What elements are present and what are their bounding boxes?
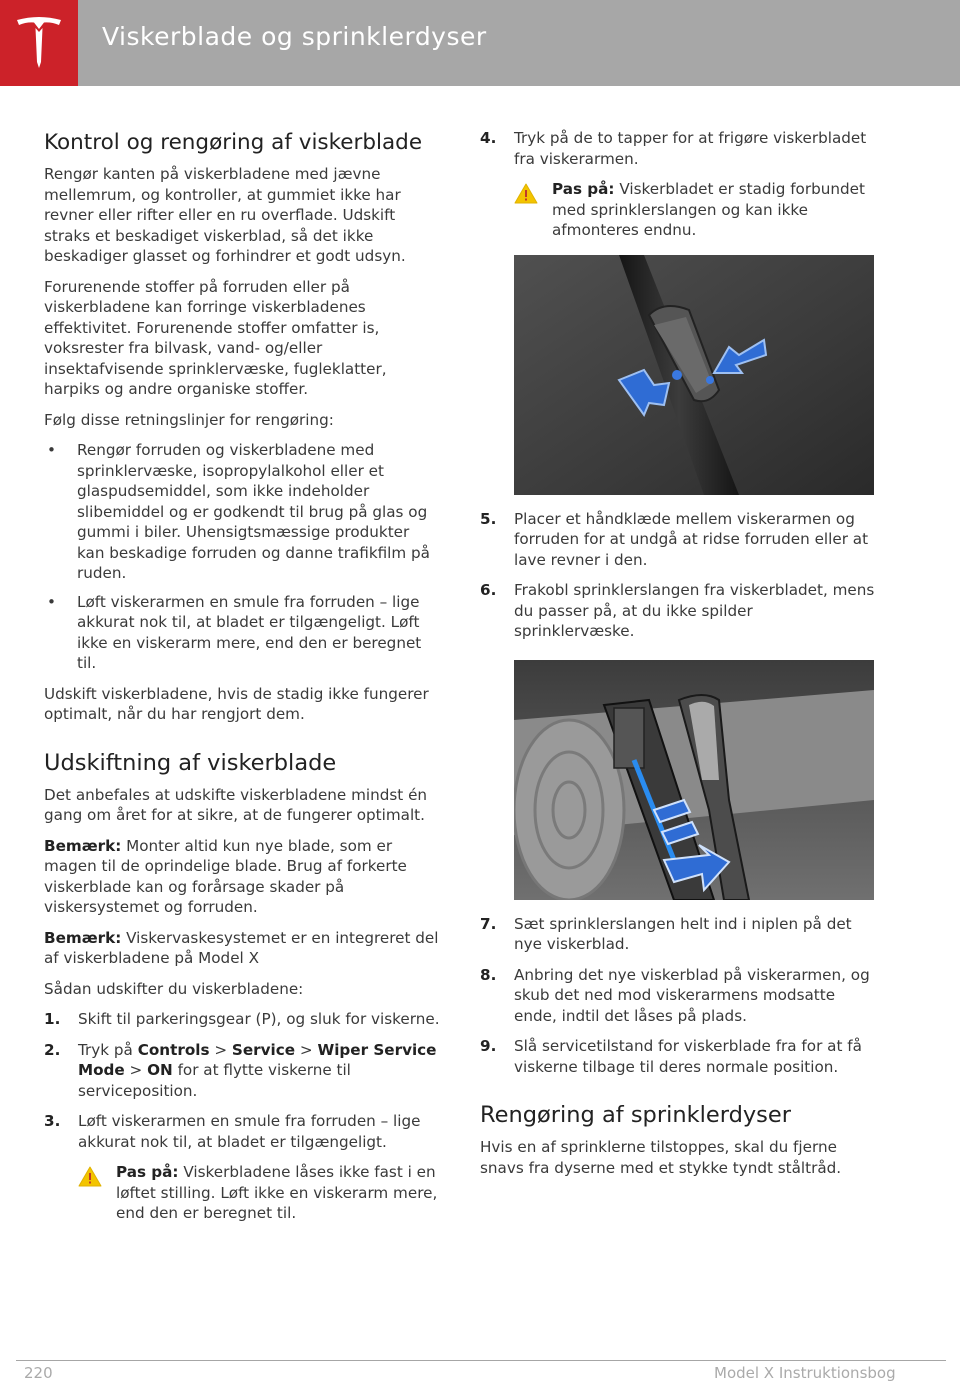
wiper-tabs-image <box>514 255 874 495</box>
step-text: Slå servicetilstand for viskerblade fra for at få viskerne tilbage til deres normale position. <box>514 1037 862 1076</box>
tesla-logo-icon <box>14 16 64 70</box>
step-number: 1. <box>44 1010 61 1028</box>
step-text: Løft viskerarmen en smule fra forruden – lige akkurat nok til, at bladet er tilgængeligt. <box>78 1112 421 1151</box>
step-4 <box>480 128 876 169</box>
note-text: Viskervaskesystemet er en integreret del af viskerbladene på Model X <box>44 928 439 967</box>
step-5 <box>480 509 876 571</box>
step-6 <box>480 580 876 642</box>
section-heading-udskiftning: Udskiftning af viskerblade <box>44 749 337 776</box>
note-text: Monter altid kun nye blade, som er magen til de oprindelige blade. Brug af forkerte viskerblade kan og forårsage skader på viskersystemet og forruden. <box>44 836 407 916</box>
step-text: Sæt sprinklerslangen helt ind i niplen på det nye viskerblad. <box>514 914 852 953</box>
step-number: 2. <box>44 1040 61 1059</box>
step-3 <box>44 1111 440 1152</box>
paragraph: Rengør kanten på viskerbladene med jævne mellemrum, og kontroller, at gummiet ikke har revner eller rifter eller en ru overflade. Udskift straks et beskadiget viskerblad, så det ikke beskadiger glasset og forhindrer et godt udsyn. <box>44 165 406 265</box>
caution-text: Viskerbladene låses ikke fast i en løftet stilling. Løft ikke en viskerarm mere, end den er beregnet til. <box>116 1163 438 1222</box>
paragraph: Følg disse retningslinjer for rengøring: <box>44 410 334 429</box>
path-separator: > <box>295 1040 318 1059</box>
step-text: Skift til parkeringsgear (P), og sluk for viskerne. <box>78 1010 440 1028</box>
right-column <box>480 128 876 1188</box>
path-separator: > <box>124 1061 148 1079</box>
step-number: 7. <box>480 914 497 933</box>
path-separator: > <box>209 1040 232 1059</box>
caution-text: Viskerbladet er stadig forbundet med sprinklerslangen og kan ikke afmonteres endnu. <box>552 180 865 239</box>
bullet: • <box>47 592 56 611</box>
list-item <box>44 440 440 584</box>
paragraph: Forurenende stoffer på forruden eller på viskerbladene kan forringe viskerbladenes effektivitet. Forurenende stoffer omfatter is, voksrester fra bilvask, vand- og/eller insektafvisende sprinklervæske, fugleklatter, harpiks og andre organiske stoffer. <box>44 277 387 398</box>
hose-disconnect-illustration <box>514 660 874 900</box>
step-text: Tryk på de to tapper for at frigøre viskerbladet fra viskerarmen. <box>514 129 867 168</box>
brand-logo <box>0 0 78 86</box>
list-item-text: Rengør forruden og viskerbladene med sprinklervæske, isopropylalkohol eller et glaspudsemiddel, som ikke indeholder slibemiddel og er godkendt til brug på glas og gummi i biler. Uhensigtsmæssige produkter kan beskadige forruden og danne trafikfilm på ruden. <box>77 441 430 582</box>
list-item <box>44 592 440 674</box>
note-label: Bemærk: <box>44 928 122 947</box>
step-1 <box>44 1009 440 1030</box>
step-text: for at flytte viskerne til serviceposition. <box>78 1061 351 1100</box>
footer-divider <box>16 1360 946 1361</box>
note-paragraph <box>44 836 440 918</box>
bullet-list <box>44 440 440 674</box>
ui-label-on: ON <box>147 1061 173 1079</box>
step-2 <box>44 1040 440 1102</box>
paragraph: Det anbefales at udskifte viskerbladene mindst én gang om året for at sikre, at de fungerer optimalt. <box>44 785 428 824</box>
caution-note <box>514 179 876 241</box>
step-text: Tryk på <box>78 1040 138 1059</box>
towel-hose-image <box>514 660 874 900</box>
caution-label: Pas på: <box>552 180 615 198</box>
header-title: Viskerblade og sprinklerdyser <box>102 22 487 51</box>
footer-title: Model X Instruktionsbog <box>714 1364 896 1382</box>
step-text: Placer et håndklæde mellem viskerarmen og forruden for at undgå at ridse forruden eller at lave revner i den. <box>514 509 869 569</box>
step-number: 9. <box>480 1037 497 1055</box>
paragraph: Udskift viskerbladene, hvis de stadig ikke fungerer optimalt, når du har rengjort dem. <box>44 684 429 723</box>
step-number: 4. <box>480 129 497 147</box>
ui-label-wiper-service-mode: Wiper Service Mode <box>78 1040 437 1079</box>
caution-label: Pas på: <box>116 1163 179 1181</box>
step-number: 5. <box>480 509 497 528</box>
note-paragraph <box>44 928 440 969</box>
page-number: 220 <box>24 1364 53 1382</box>
step-text: Frakobl sprinklerslangen fra viskerbladet, mens du passer på, at du ikke spilder sprinklervæske. <box>514 581 875 640</box>
warning-icon <box>78 1166 102 1187</box>
step-number: 8. <box>480 965 497 984</box>
section-heading-kontrol: Kontrol og rengøring af viskerblade <box>44 130 423 155</box>
ui-label-service: Service <box>231 1040 296 1059</box>
caution-note <box>78 1162 440 1224</box>
list-item-text: Løft viskerarmen en smule fra forruden – lige akkurat nok til, at bladet er tilgængeligt. Løft ikke en viskerarm mere, end den er beregnet til. <box>77 592 422 672</box>
page-header <box>0 0 960 86</box>
note-label: Bemærk: <box>44 836 122 855</box>
wiper-release-illustration <box>514 255 874 495</box>
paragraph: Sådan udskifter du viskerbladene: <box>44 979 304 998</box>
step-9 <box>480 1036 876 1077</box>
step-text: Anbring det nye viskerblad på viskerarmen, og skub det ned mod viskerarmens modsatte ende, indtil det låses på plads. <box>514 965 870 1025</box>
paragraph: Hvis en af sprinklerne tilstoppes, skal du fjerne snavs fra dyserne med et stykke tyndt ståltråd. <box>480 1138 842 1177</box>
warning-icon <box>514 183 538 204</box>
ui-label-controls: Controls <box>137 1040 210 1059</box>
bullet: • <box>47 441 56 459</box>
step-number: 6. <box>480 581 497 599</box>
step-number: 3. <box>44 1112 61 1130</box>
section-heading-rengoring: Rengøring af sprinklerdyser <box>480 1102 791 1128</box>
step-8 <box>480 965 876 1027</box>
left-column <box>44 128 440 1238</box>
step-7 <box>480 914 876 955</box>
